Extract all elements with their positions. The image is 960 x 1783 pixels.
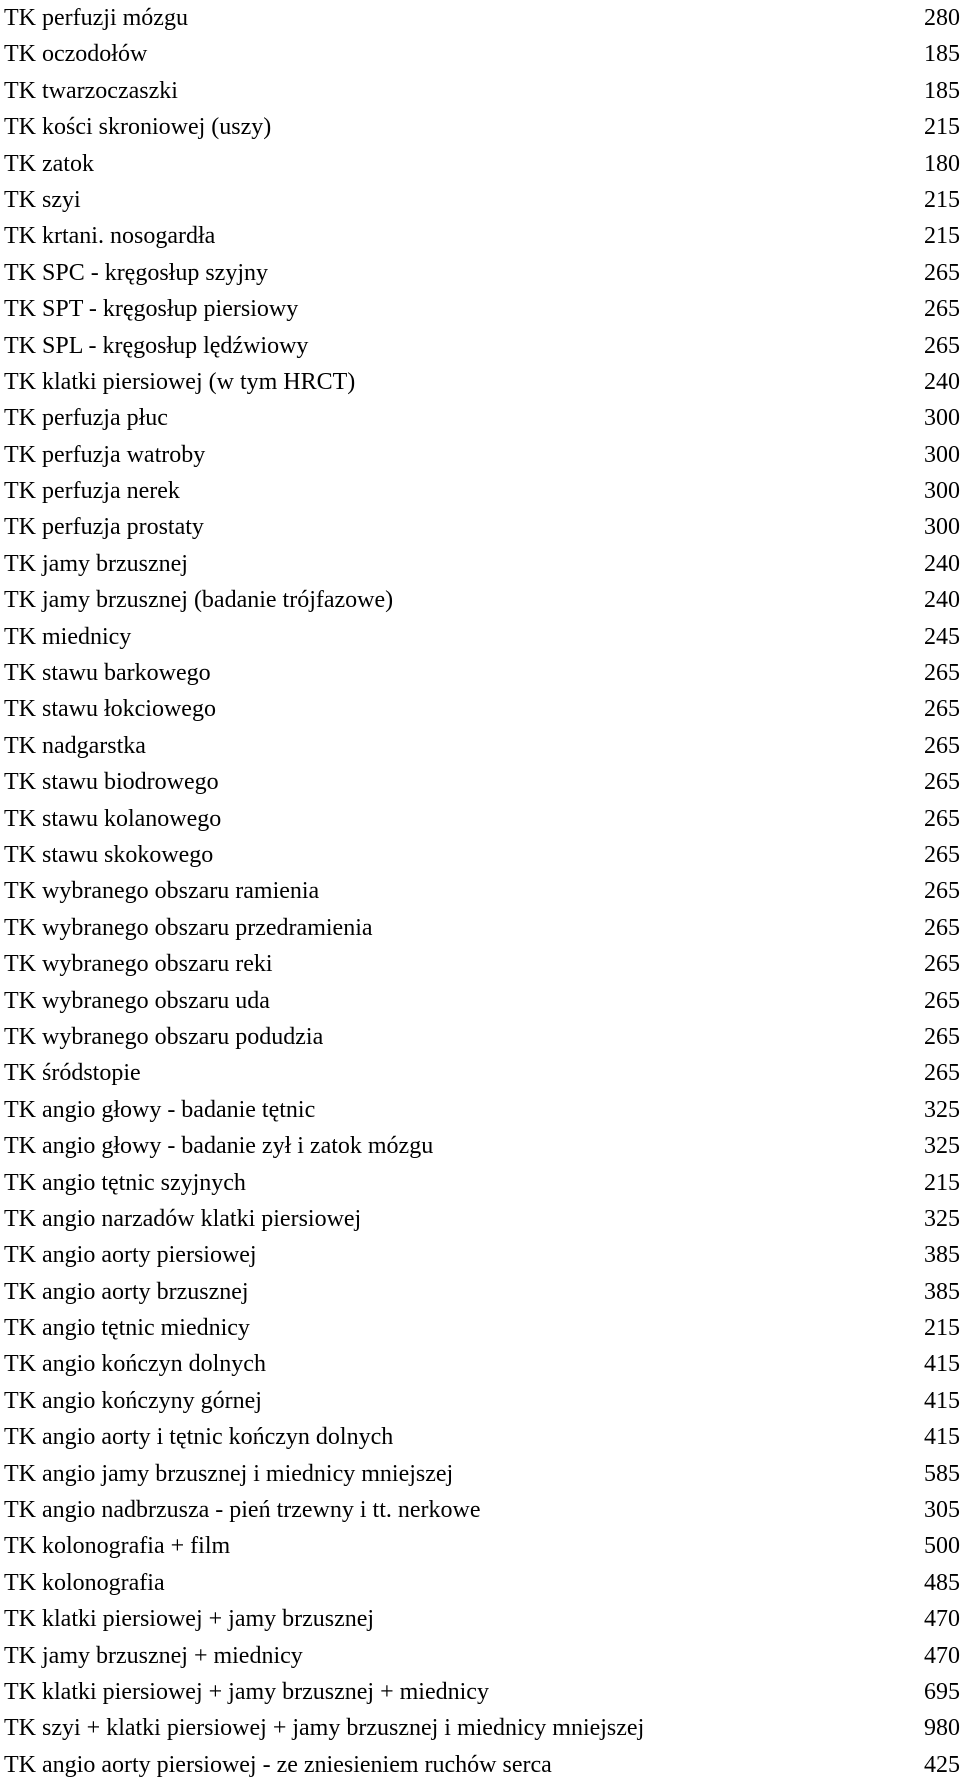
exam-name: TK angio aorty piersiowej xyxy=(4,1242,257,1269)
list-item xyxy=(4,1019,960,1055)
list-item xyxy=(4,873,960,909)
exam-price: 300 xyxy=(924,441,960,468)
exam-price: 300 xyxy=(924,405,960,432)
list-item xyxy=(4,1201,960,1237)
list-item xyxy=(4,218,960,254)
exam-name: TK twarzoczaszki xyxy=(4,77,178,104)
exam-price: 265 xyxy=(924,1060,960,1087)
exam-price: 215 xyxy=(924,223,960,250)
exam-name: TK wybranego obszaru uda xyxy=(4,987,270,1014)
list-item xyxy=(4,1237,960,1273)
list-item xyxy=(4,983,960,1019)
exam-name: TK jamy brzusznej xyxy=(4,550,188,577)
list-item xyxy=(4,946,960,982)
list-item xyxy=(4,1346,960,1382)
exam-price: 695 xyxy=(924,1678,960,1705)
list-item xyxy=(4,764,960,800)
exam-name: TK perfuzja prostaty xyxy=(4,514,204,541)
list-item xyxy=(4,73,960,109)
list-item xyxy=(4,291,960,327)
exam-price: 280 xyxy=(924,5,960,31)
exam-name: TK klatki piersiowej + jamy brzusznej + miednicy xyxy=(4,1678,489,1705)
exam-price: 385 xyxy=(924,1242,960,1269)
list-item xyxy=(4,473,960,509)
list-item xyxy=(4,619,960,655)
exam-name: TK jamy brzusznej (badanie trójfazowe) xyxy=(4,587,394,614)
exam-price: 585 xyxy=(924,1460,960,1487)
exam-name: TK angio głowy - badanie zył i zatok mózgu xyxy=(4,1133,434,1160)
exam-name: TK stawu kolanowego xyxy=(4,805,222,832)
exam-name: TK perfuzja nerek xyxy=(4,478,180,505)
exam-name: TK wybranego obszaru przedramienia xyxy=(4,914,373,941)
exam-name: TK wybranego obszaru podudzia xyxy=(4,1023,324,1050)
exam-name: TK miednicy xyxy=(4,623,132,650)
list-item xyxy=(4,801,960,837)
list-item xyxy=(4,1710,960,1746)
exam-name: TK perfuzji mózgu xyxy=(4,5,188,31)
list-item xyxy=(4,1528,960,1564)
list-item xyxy=(4,837,960,873)
list-item xyxy=(4,1565,960,1601)
exam-price: 215 xyxy=(924,1169,960,1196)
exam-name: TK stawu biodrowego xyxy=(4,769,219,796)
list-item xyxy=(4,1419,960,1455)
list-item xyxy=(4,109,960,145)
list-item xyxy=(4,1747,960,1783)
exam-name: TK SPL - kręgosłup lędźwiowy xyxy=(4,332,309,359)
exam-price: 265 xyxy=(924,805,960,832)
exam-price: 305 xyxy=(924,1497,960,1524)
exam-price: 185 xyxy=(924,77,960,104)
exam-price: 415 xyxy=(924,1424,960,1451)
exam-name: TK angio kończyn dolnych xyxy=(4,1351,266,1378)
exam-price: 265 xyxy=(924,732,960,759)
exam-name: TK angio nadbrzusza - pień trzewny i tt. nerkowe xyxy=(4,1497,481,1524)
list-item xyxy=(4,1492,960,1528)
exam-price: 240 xyxy=(924,587,960,614)
exam-name: TK nadgarstka xyxy=(4,732,146,759)
exam-price: 265 xyxy=(924,1023,960,1050)
exam-price: 215 xyxy=(924,186,960,213)
exam-price: 265 xyxy=(924,878,960,905)
list-item xyxy=(4,182,960,218)
exam-price: 265 xyxy=(924,660,960,687)
list-item xyxy=(4,1601,960,1637)
exam-price: 300 xyxy=(924,478,960,505)
list-item xyxy=(4,1128,960,1164)
list-item xyxy=(4,1165,960,1201)
list-item xyxy=(4,691,960,727)
exam-price: 325 xyxy=(924,1133,960,1160)
exam-price: 500 xyxy=(924,1533,960,1560)
list-item xyxy=(4,509,960,545)
exam-price: 385 xyxy=(924,1278,960,1305)
list-item xyxy=(4,36,960,72)
exam-name: TK angio jamy brzusznej i miednicy mniejszej xyxy=(4,1460,454,1487)
list-item xyxy=(4,328,960,364)
exam-price: 265 xyxy=(924,769,960,796)
exam-name: TK angio głowy - badanie tętnic xyxy=(4,1096,316,1123)
exam-price: 180 xyxy=(924,150,960,177)
exam-name: TK klatki piersiowej (w tym HRCT) xyxy=(4,368,356,395)
exam-price: 470 xyxy=(924,1606,960,1633)
exam-name: TK perfuzja watroby xyxy=(4,441,206,468)
exam-name: TK angio narzadów klatki piersiowej xyxy=(4,1205,362,1232)
exam-price: 265 xyxy=(924,951,960,978)
exam-price: 215 xyxy=(924,114,960,141)
exam-price: 300 xyxy=(924,514,960,541)
exam-name: TK angio kończyny górnej xyxy=(4,1387,262,1414)
list-item xyxy=(4,146,960,182)
list-item xyxy=(4,582,960,618)
exam-name: TK angio tętnic szyjnych xyxy=(4,1169,246,1196)
exam-price: 265 xyxy=(924,696,960,723)
exam-name: TK angio aorty piersiowej - ze zniesieniem ruchów serca xyxy=(4,1751,552,1778)
exam-price: 470 xyxy=(924,1642,960,1669)
list-item xyxy=(4,910,960,946)
exam-name: TK wybranego obszaru reki xyxy=(4,951,273,978)
exam-name: TK perfuzja płuc xyxy=(4,405,168,432)
exam-name: TK stawu barkowego xyxy=(4,660,211,687)
exam-price: 265 xyxy=(924,914,960,941)
list-item xyxy=(4,728,960,764)
list-item xyxy=(4,1383,960,1419)
exam-name: TK oczodołów xyxy=(4,41,148,68)
exam-price: 240 xyxy=(924,550,960,577)
exam-name: TK angio aorty i tętnic kończyn dolnych xyxy=(4,1424,394,1451)
exam-name: TK SPT - kręgosłup piersiowy xyxy=(4,296,299,323)
list-item xyxy=(4,1638,960,1674)
exam-name: TK krtani. nosogardła xyxy=(4,223,216,250)
exam-price: 415 xyxy=(924,1387,960,1414)
list-item xyxy=(4,364,960,400)
exam-name: TK klatki piersiowej + jamy brzusznej xyxy=(4,1606,375,1633)
exam-price: 240 xyxy=(924,368,960,395)
list-item xyxy=(4,1310,960,1346)
exam-price: 325 xyxy=(924,1205,960,1232)
exam-name: TK zatok xyxy=(4,150,94,177)
list-item xyxy=(4,0,960,36)
list-item xyxy=(4,655,960,691)
list-item xyxy=(4,1456,960,1492)
exam-name: TK angio tętnic miednicy xyxy=(4,1315,250,1342)
exam-name: TK angio aorty brzusznej xyxy=(4,1278,249,1305)
exam-name: TK SPC - kręgosłup szyjny xyxy=(4,259,268,286)
list-item xyxy=(4,1274,960,1310)
exam-name: TK śródstopie xyxy=(4,1060,141,1087)
exam-name: TK kości skroniowej (uszy) xyxy=(4,114,272,141)
exam-name: TK szyi + klatki piersiowej + jamy brzusznej i miednicy mniejszej xyxy=(4,1715,645,1742)
list-item xyxy=(4,1674,960,1710)
exam-price: 265 xyxy=(924,259,960,286)
exam-name: TK stawu łokciowego xyxy=(4,696,216,723)
exam-price: 265 xyxy=(924,296,960,323)
list-item xyxy=(4,1055,960,1091)
exam-price: 215 xyxy=(924,1315,960,1342)
list-item xyxy=(4,546,960,582)
exam-name: TK szyi xyxy=(4,186,81,213)
exam-price: 265 xyxy=(924,987,960,1014)
exam-price: 185 xyxy=(924,41,960,68)
exam-price: 415 xyxy=(924,1351,960,1378)
exam-price: 265 xyxy=(924,332,960,359)
exam-name: TK kolonografia + film xyxy=(4,1533,231,1560)
list-item xyxy=(4,1092,960,1128)
exam-name: TK wybranego obszaru ramienia xyxy=(4,878,320,905)
list-item xyxy=(4,255,960,291)
exam-price: 245 xyxy=(924,623,960,650)
exam-price: 265 xyxy=(924,841,960,868)
price-list xyxy=(4,0,960,1783)
exam-name: TK stawu skokowego xyxy=(4,841,214,868)
exam-name: TK kolonografia xyxy=(4,1569,165,1596)
exam-price: 425 xyxy=(924,1751,960,1778)
exam-price: 325 xyxy=(924,1096,960,1123)
exam-name: TK jamy brzusznej + miednicy xyxy=(4,1642,303,1669)
list-item xyxy=(4,437,960,473)
exam-price: 485 xyxy=(924,1569,960,1596)
list-item xyxy=(4,400,960,436)
exam-price: 980 xyxy=(924,1715,960,1742)
